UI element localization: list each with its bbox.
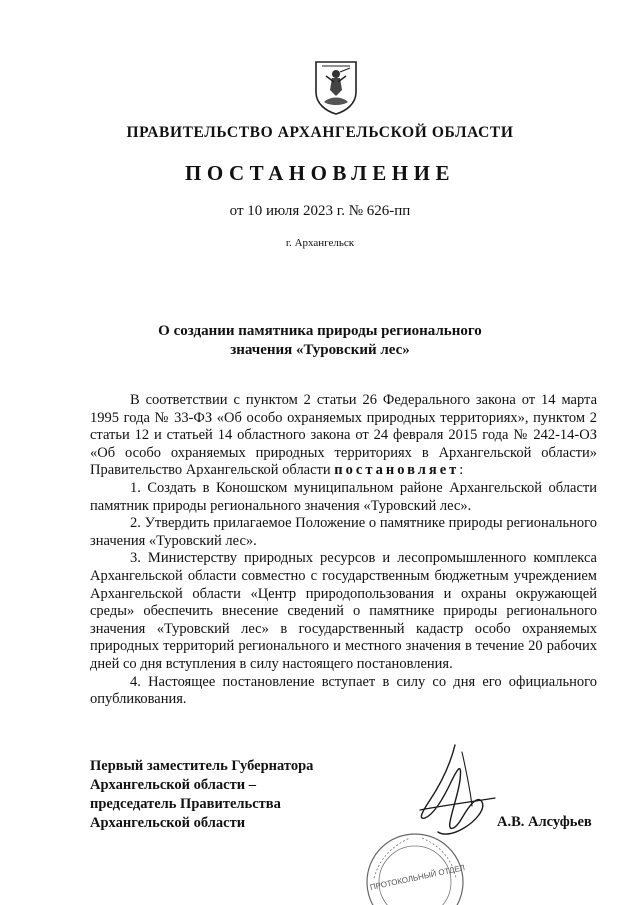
- document-body: [90, 392, 597, 709]
- document-date-number: от 10 июля 2023 г. № 626-пп: [229, 203, 411, 219]
- item-3: 3. Министерству природных ресурсов и лесопромышленного комплекса Архангельской области совместно с государственным бюджетным учреждением Архангельской области «Центр природопользования и охраны окружающей среды» обеспечить внесение сведений о памятнике природы регионального значения «Туровский лес» в государственный кадастр особо охраняемых природных территорий регионального и местного значения в течение 20 рабочих дней со дня вступления в силу настоящего постановления.: [90, 550, 597, 672]
- decree-word: постановляет: [334, 462, 460, 479]
- stamp-text: ПРОТОКОЛЬНЫЙ ОТДЕЛ: [369, 863, 466, 893]
- government-name: ПРАВИТЕЛЬСТВО АРХАНГЕЛЬСКОЙ ОБЛАСТИ: [126, 124, 514, 141]
- signatory-name: А.В. Алсуфьев: [497, 814, 592, 830]
- title-line-2: значения «Туровский лес»: [230, 342, 410, 358]
- signatory-line-1: Первый заместитель Губернатора: [90, 758, 314, 774]
- signatory-line-4: Архангельской области: [90, 815, 246, 831]
- document-type: ПОСТАНОВЛЕНИЕ: [185, 161, 455, 185]
- signatory-line-3: председатель Правительства: [90, 796, 281, 812]
- preamble-paragraph: [90, 392, 597, 480]
- item-1: 1. Создать в Коношском муниципальном районе Архангельской области памятник природы регионального значения «Туровский лес».: [90, 479, 597, 514]
- title-line-1: О создании памятника природы регионального: [158, 323, 482, 339]
- document-city: г. Архангельск: [285, 237, 355, 249]
- coat-of-arms-icon: [312, 58, 360, 116]
- item-2: 2. Утвердить прилагаемое Положение о памятнике природы регионального значения «Туровский лес».: [90, 515, 597, 549]
- preamble-text: В соответствии с пунктом 2 статьи 26 Федерального закона от 14 марта 1995 года № 33-ФЗ «Об особо охраняемых природных территориях», пунктом 2 статьи 12 и статьей 14 областного закона от 24 февраля 2015 года № 242-14-ОЗ «Об особо охраняемых природных территориях в Архангельской области» Правительство Архангельской области: [90, 392, 597, 479]
- decree-colon: :: [459, 462, 464, 479]
- signatory-position: [90, 757, 313, 833]
- document-title: [0, 322, 640, 360]
- handwritten-signature: [400, 740, 510, 850]
- item-4: 4. Настоящее постановление вступает в силу со дня его официального опубликования.: [90, 673, 597, 708]
- signatory-line-2: Архангельской области –: [90, 777, 256, 793]
